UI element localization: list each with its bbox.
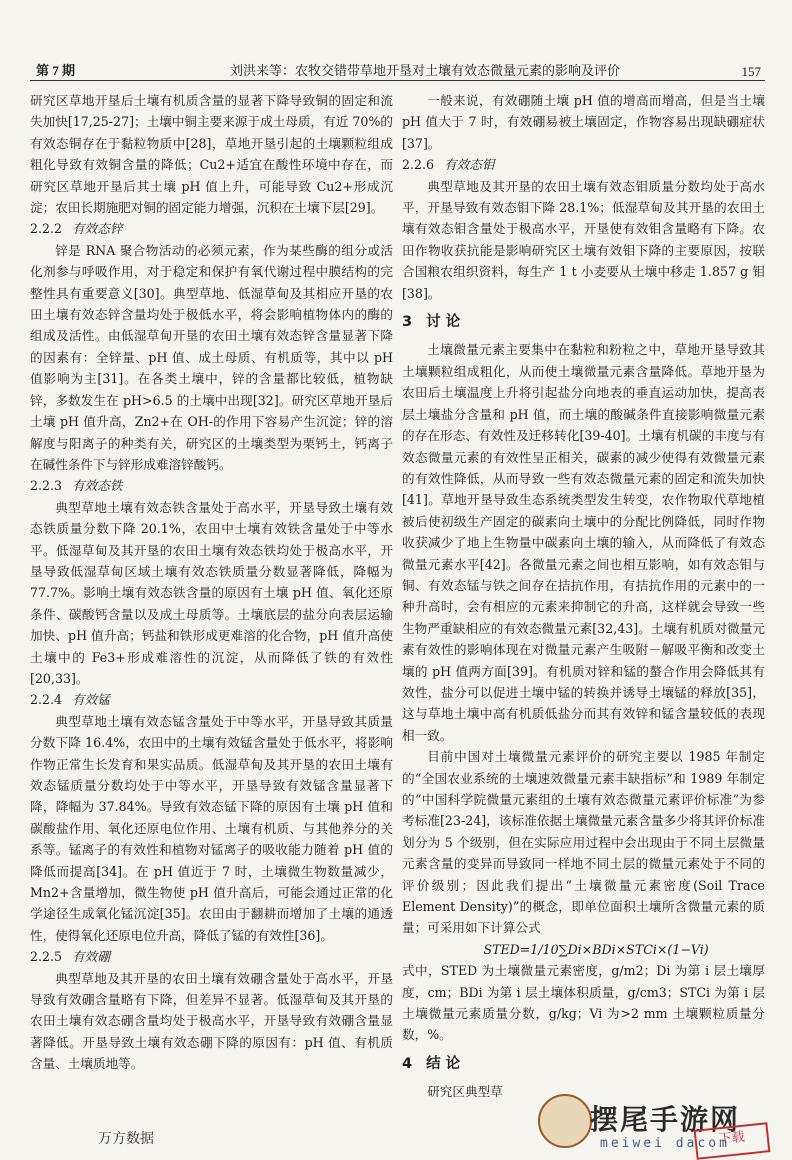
issue-number: 第 7 期 <box>36 63 76 78</box>
section-number: 2.2.5 <box>30 949 63 965</box>
watermark-stamp: 下载 <box>694 1122 771 1160</box>
paragraph: 研究区草地开垦后土壤有机质含量的显著下降导致铜的固定和流失加快[17,25-27]；土壤中铜主要来源于成土母质，有近 70%的有效态铜存在于黏粒物质中[28]，草地开垦引起的土壤颗粒组成粗化导致有效铜含量的降低；Cu2+适宜在酸性环境中存在，而研究区草地开垦后其土壤 pH 值上升，可能导致 Cu2+形成沉淀；农田长期施肥对铜的固定能力增强，沉积在土壤下层[29]。 <box>30 93 393 216</box>
chapter-number: 3 <box>402 314 413 331</box>
section-heading <box>30 689 393 710</box>
section-number: 2.2.6 <box>402 157 435 173</box>
running-header <box>30 56 765 78</box>
chapter-number: 4 <box>402 1055 413 1072</box>
section-heading <box>402 154 765 175</box>
formula: STED=1/10∑Di×BDi×STCi×(1−Vi) <box>483 941 709 957</box>
paragraph: 典型草地土壤有效态铁含量处于高水平，开垦导致土壤有效态铁质量分数下降 20.1%，农田中土壤有效铁含量处于中等水平。低湿草甸及其开垦的农田土壤有效态铁均处于极高水平，开垦导致低湿草甸区域土壤有效态铁质量分数显著降低，降幅为 77.7%。影响土壤有效态铁含量的原因有土壤 pH 值、氧化还原条件、碳酸钙含量以及成土母质等。土壤底层的盐分向表层运输加快、pH 值升高；钙盐和铁形成更难溶的化合物，pH 值升高使土壤中的 Fe3+形成难溶性的沉淀，从而降低了铁的有效性[20,33]。 <box>30 499 393 686</box>
watermark-url: meiwei dacom <box>600 1136 730 1151</box>
section-heading <box>30 475 393 496</box>
section-title: 有效态锌 <box>72 221 123 237</box>
section-heading <box>30 946 393 967</box>
chapter-heading <box>402 1054 765 1075</box>
section-title: 有效态钼 <box>444 157 495 173</box>
header-rule <box>30 80 765 81</box>
paragraph: 典型草地及其开垦的农田土壤有效态钼质量分数均处于高水平，开垦导致有效态钼下降 28.1%；低湿草甸及其开垦的农田土壤有效态钼含量处于极高水平，开垦使有效钼含量略有下降。农田作物收获抗能是影响研究区土壤有效钼下降的主要原因，按联合国粮农组织资料，每生产 1 t 小麦要从土壤中移走 1.857 g 钼[38]。 <box>402 178 765 301</box>
page-number: 157 <box>741 64 761 79</box>
right-column <box>402 90 765 1103</box>
site-watermark <box>520 1090 792 1160</box>
chapter-title: 结 论 <box>426 1055 461 1072</box>
paragraph: 典型草地土壤有效态锰含量处于中等水平，开垦导致其质量分数下降 16.4%，农田中的土壤有效锰含量处于低水平，将影响作物正常生长发育和果实品质。低湿草甸及其开垦的农田土壤有效态锰质量分数均处于中等水平，开垦导致有效锰含量显著下降，降幅为 37.84%。导致有效态锰下降的原因有土壤 pH 值和碳酸盐作用、氧化还原电位作用、土壤有机质、与其他养分的关系等。锰离子的有效性和植物对锰离子的吸收能力随着 pH 值的降低而提高[34]。在 pH 值近于 7 时，土壤微生物数量减少，Mn2+含量增加，微生物使 pH 值升高后，可能会通过正常的化学途径生成氧化锰沉淀[35]。农田由于翻耕而增加了土壤的通透性，使得氧化还原电位升高，降低了锰的有效性[36]。 <box>30 713 393 943</box>
watermark-logo-icon <box>538 1094 592 1148</box>
chapter-title: 讨 论 <box>426 314 461 331</box>
watermark-text: 摆尾手游网 <box>590 1103 741 1136</box>
chapter-heading <box>402 312 765 333</box>
left-column <box>30 90 393 1075</box>
section-title: 有效硼 <box>72 949 110 965</box>
paragraph: 典型草地及其开垦的农田土壤有效硼含量处于高水平，开垦导致有效硼含量略有下降，但差异不显著。低湿草甸及其开垦的农田土壤有效态硼含量均处于极高水平，开垦导致有效硼含量显著降低。开垦导致土壤有效态硼下降的原因有：pH 值、有机质含量、土壤质地等。 <box>30 970 393 1072</box>
paragraph: 锌是 RNA 聚合物活动的必须元素，作为某些酶的组分或活化剂参与呼吸作用，对于稳定和保护有氧代谢过程中膜结构的完整性具有重要意义[30]。典型草地、低湿草甸及其相应开垦的农田土壤有效态锌含量均处于极低水平，将会影响植物体内的酶的组成及活性。由低湿草甸开垦的农田土壤有效态锌含量显著下降的因素有：全锌量、pH 值、成土母质、有机质等，其中以 pH 值影响为主[31]。在各类土壤中，锌的含量都比较低，植物缺锌，多数发生在 pH>6.5 的土壤中出现[32]。研究区草地开垦后土壤 pH 值升高，Zn2+在 OH-的作用下容易产生沉淀；锌的溶解度与阳离子的种类有关，研究区的土壤类型为栗钙土，钙离子在碱性条件下与锌形成难溶锌酸钙。 <box>30 242 393 472</box>
paragraph: 研究区典型草 <box>427 1084 503 1100</box>
paragraph: 土壤微量元素主要集中在黏粒和粉粒之中，草地开垦导致其土壤颗粒组成粗化，从而使土壤微量元素含量降低。草地开垦为农田后土壤温度上升将引起盐分向地表的垂直运动加快，提高表层土壤盐分含量和 pH 值，而土壤的酸碱条件直接影响微量元素的存在形态、有效性及迁移转化[39-40]。土壤有机碳的丰度与有效态微量元素的有效性呈正相关，碳素的减少使得有效微量元素的有效性降低，从而导致一些有效态微量元素的固定和流失加快[41]。草地开垦导致生态系统类型发生转变，农作物取代草地植被后使初级生产固定的碳素向土壤中的分配比例降低，同时作物收获减少了地上生物量中碳素向土壤的输入，从而降低了有效态微量元素水平[42]。各微量元素之间也相互影响，如有效态钼与铜、有效态锰与铁之间存在拮抗作用，有拮抗作用的元素中的一种升高时，会有相应的元素来抑制它的升高，这样就会导致一些生物严重缺相应的有效态微量元素[32,43]。土壤有机质对微量元素有效性的影响体现在对微量元素产生吸附－解吸平衡和改变土壤的 pH 值两方面[39]。有机质对锌和锰的螯合作用会降低其有效性，盐分可以促进土壤中锰的转换并诱导土壤锰的释放[35]，这与草地土壤中高有机质低盐分而其有效锌和锰含量较低的表现相一致。 <box>402 342 765 743</box>
section-number: 2.2.4 <box>30 692 63 708</box>
paragraph: 一般来说，有效硼随土壤 pH 值的增高而增高，但是当土壤 pH 值大于 7 时，有效硼易被土壤固定，作物容易出现缺硼症状[37]。 <box>402 93 765 151</box>
section-number: 2.2.3 <box>30 478 63 494</box>
paragraph: 式中，STED 为土壤微量元素密度，g/m2；Di 为第 i 层土壤厚度，cm；BDi 为第 i 层土壤体积质量，g/cm3；STCi 为第 i 层土壤微量元素质量分数，g/kg；Vi 为>2 mm 土壤颗粒质量分数，%。 <box>402 963 765 1043</box>
section-title: 有效锰 <box>72 692 110 708</box>
section-heading <box>30 218 393 239</box>
paragraph: 目前中国对土壤微量元素评价的研究主要以 1985 年制定的“全国农业系统的土壤速效微量元素丰缺指标”和 1989 年制定的“中国科学院微量元素组的土壤有效态微量元素评价标准”为参考标准[23-24]，该标准依据土壤微量元素含量多少将其评价标准划分为 5 个级别，但在实际应用过程中会出现由于不同土层微量元素含量的变异而导致同一样地不同土层的微量元素处于不同的评价级别；因此我们提出“土壤微量元素密度(Soil Trace Element Density)”的概念，即单位面积土壤所含微量元素的质量；可采用如下计算公式 <box>402 749 765 936</box>
section-number: 2.2.2 <box>30 221 63 237</box>
running-title: 刘洪来等：农牧交错带草地开垦对土壤有效态微量元素的影响及评价 <box>230 63 621 78</box>
section-title: 有效态铁 <box>72 478 123 494</box>
footer-source: 万方数据 <box>98 1131 154 1147</box>
